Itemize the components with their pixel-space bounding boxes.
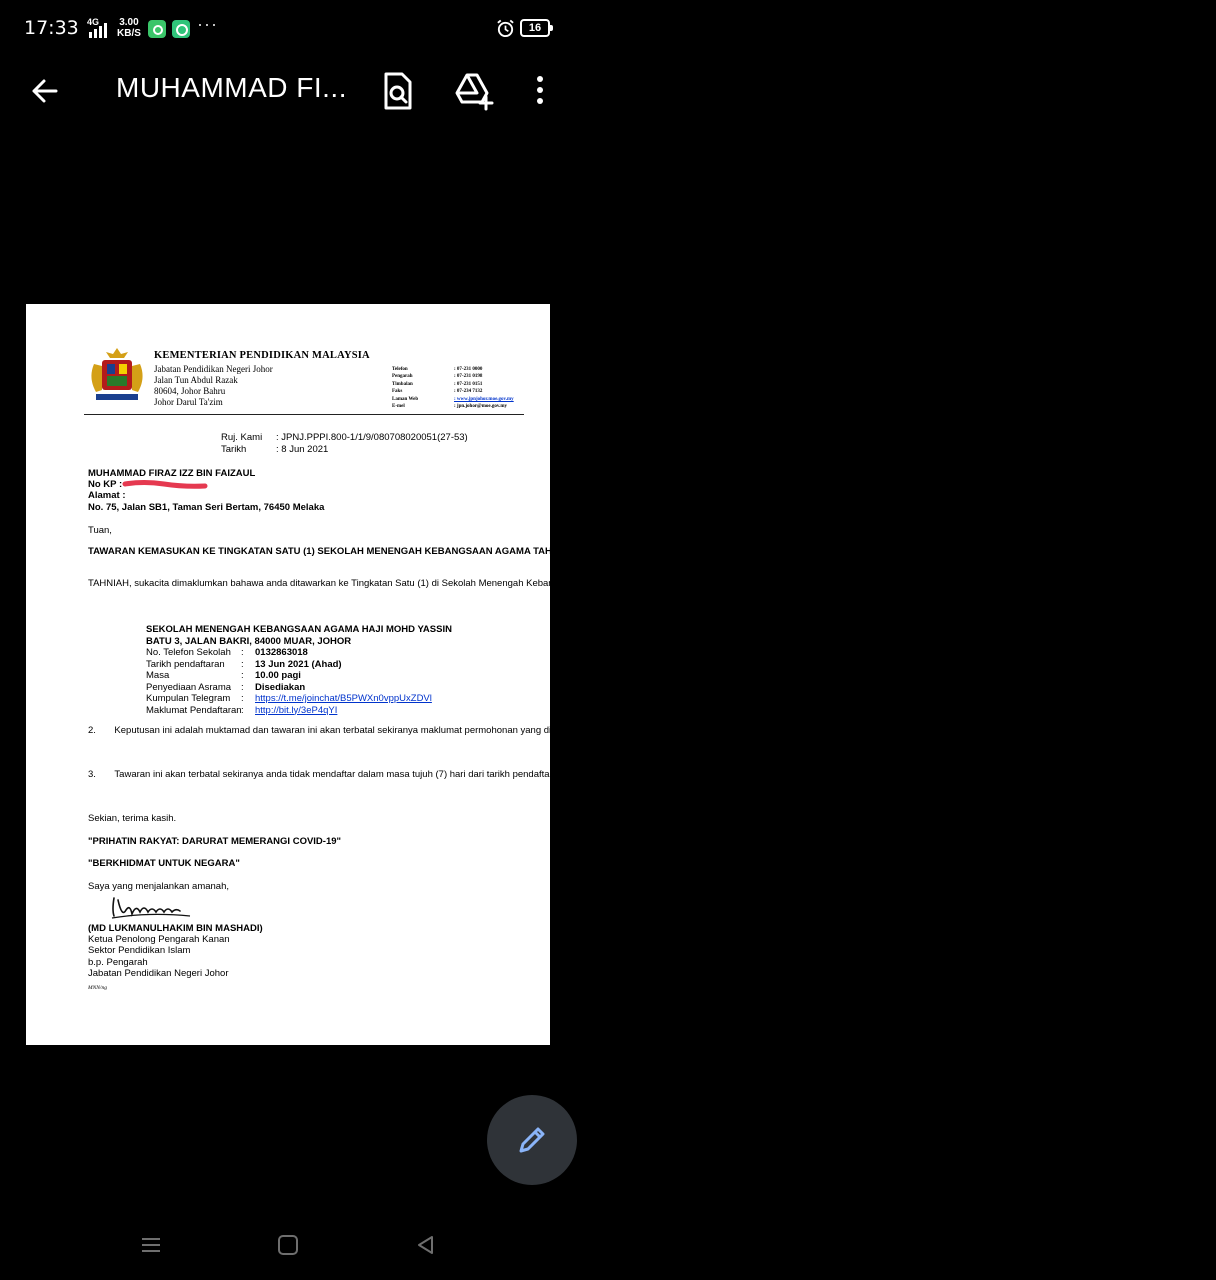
registration-link[interactable]: http://bit.ly/3eP4qYI — [255, 704, 338, 716]
notification-app-icon — [172, 20, 190, 38]
paragraph-3: 3. Tawaran ini akan terbatal sekiranya anda tidak mendaftar dalam masa tujuh (7) hari dari tarikh pendaftaran. Penempatan asrama bergantung kepada kekosongan tempat di sekolah yang ditawarkan. — [88, 769, 947, 780]
school-detail-labels: No. Telefon Sekolah Tarikh pendaftaran Masa Penyediaan Asrama Kumpulan Telegram Maklumat Pendaftaran — [146, 647, 242, 716]
network-speed: 3.00 KB/S — [117, 17, 141, 39]
system-nav-bar — [0, 1216, 576, 1280]
recipient-address-label: Alamat : — [88, 490, 126, 501]
letterhead-contact-values: : 07-231 0000 : 07-231 0198 : 07-231 0151 : 07-234 7132 : www.jpnjohor.moe.gov.my : jpn.johor@moe.gov.my — [454, 367, 514, 410]
letterhead-divider — [84, 414, 524, 415]
back-triangle-icon[interactable] — [414, 1234, 436, 1256]
alarm-icon — [496, 19, 515, 38]
telegram-link[interactable]: https://t.me/joinchat/B5PWXn0vppUxZDVl — [255, 693, 432, 704]
school-detail-colons: : : : : : : — [241, 647, 244, 716]
intro-paragraph: TAHNIAH, sukacita dimaklumkan bahawa anda ditawarkan ke Tingkatan Satu (1) di Sekolah Menengah Kebangsaan Agama (SMKA), Kementerian Pendidikan Malaysia bagi sesi persekolahan tahun 2021 : — [88, 578, 952, 589]
reference-initials: MNN/ng — [88, 985, 107, 991]
cellular-signal-icon — [87, 18, 113, 38]
recipient-kp-label: No KP : — [88, 479, 123, 490]
more-notifications-icon: ··· — [197, 14, 218, 34]
handwritten-signature — [108, 892, 194, 922]
slogan-covid: "PRIHATIN RAKYAT: DARURAT MEMERANGI COVID-19" — [88, 836, 342, 847]
redaction-mark — [124, 480, 206, 489]
recipient-name: MUHAMMAD FIRAZ IZZ BIN FAIZAUL — [88, 468, 256, 479]
signatory-titles: Ketua Penolong Pengarah Kanan Sektor Pendidikan Islam b.p. Pengarah Jabatan Pendidikan Negeri Johor — [88, 934, 230, 979]
school-detail-values: 0132863018 13 Jun 2021 (Ahad) 10.00 pagi Disediakan https://t.me/joinchat/B5PWXn0vppUxZDVl http://bit.ly/3eP4qYI — [255, 647, 432, 716]
signoff: Saya yang menjalankan amanah, — [88, 881, 230, 892]
letter-subject: TAWARAN KEMASUKAN KE TINGKATAN SATU (1) SEKOLAH MENENGAH KEBANGSAAN AGAMA TAHUN 2021 — [88, 546, 590, 557]
app-bar — [0, 58, 576, 122]
salutation: Tuan, — [88, 525, 112, 536]
slogan-negara: "BERKHIDMAT UNTUK NEGARA" — [88, 858, 240, 869]
home-icon[interactable] — [278, 1235, 298, 1255]
edit-pencil-icon — [515, 1123, 549, 1157]
closing: Sekian, terima kasih. — [88, 813, 177, 824]
document-page[interactable] — [26, 304, 1216, 1045]
edit-fab-button[interactable] — [487, 1095, 577, 1185]
letterhead-contact-labels: Telefon Pengarah Timbalan Faks Laman Web E-mel — [392, 367, 419, 410]
website-link[interactable]: : www.jpnjohor.moe.gov.my — [454, 396, 514, 402]
reference-labels: Ruj. Kami Tarikh — [221, 432, 263, 455]
battery-icon: 16 — [520, 19, 550, 37]
recents-icon[interactable] — [140, 1236, 162, 1254]
letterhead-address: Jabatan Pendidikan Negeri Johor Jalan Tun Abdul Razak 80604, Johor Bahru Johor Darul Ta'zim — [154, 364, 273, 407]
reference-values: : JPNJ.PPPI.800-1/1/9/080708020051(27-53) : 8 Jun 2021 — [276, 432, 468, 455]
add-to-drive-icon[interactable] — [453, 71, 495, 111]
school-name: SEKOLAH MENENGAH KEBANGSAAN AGAMA HAJI MOHD YASSIN BATU 3, JALAN BAKRI, 84000 MUAR, JOHOR — [146, 624, 452, 647]
find-in-document-icon[interactable] — [378, 71, 416, 111]
document-title: MUHAMMAD FI... — [116, 72, 347, 103]
status-bar — [0, 0, 576, 58]
more-vert-icon[interactable] — [528, 71, 552, 111]
signatory-name: (MD LUKMANULHAKIM BIN MASHADI) — [88, 923, 263, 934]
recipient-address: No. 75, Jalan SB1, Taman Seri Bertam, 76450 Melaka — [88, 502, 325, 513]
notification-app-icon — [148, 20, 166, 38]
malaysia-coat-of-arms-logo — [84, 344, 150, 406]
clock: 17:33 — [24, 17, 79, 39]
back-arrow-icon[interactable] — [26, 72, 64, 110]
paragraph-2: 2. Keputusan ini adalah muktamad dan tawaran ini akan terbatal sekiranya maklumat permohonan yang dikemukakan tidak benar dan pemohon bukan warganegara Malaysia. Sebarang permohonan untuk bertukar ke SMKA yang lain tidak akan dipertimbangkan. — [88, 725, 1216, 736]
network-type: 4G — [87, 17, 100, 27]
letterhead-ministry: KEMENTERIAN PENDIDIKAN MALAYSIA — [154, 350, 370, 361]
